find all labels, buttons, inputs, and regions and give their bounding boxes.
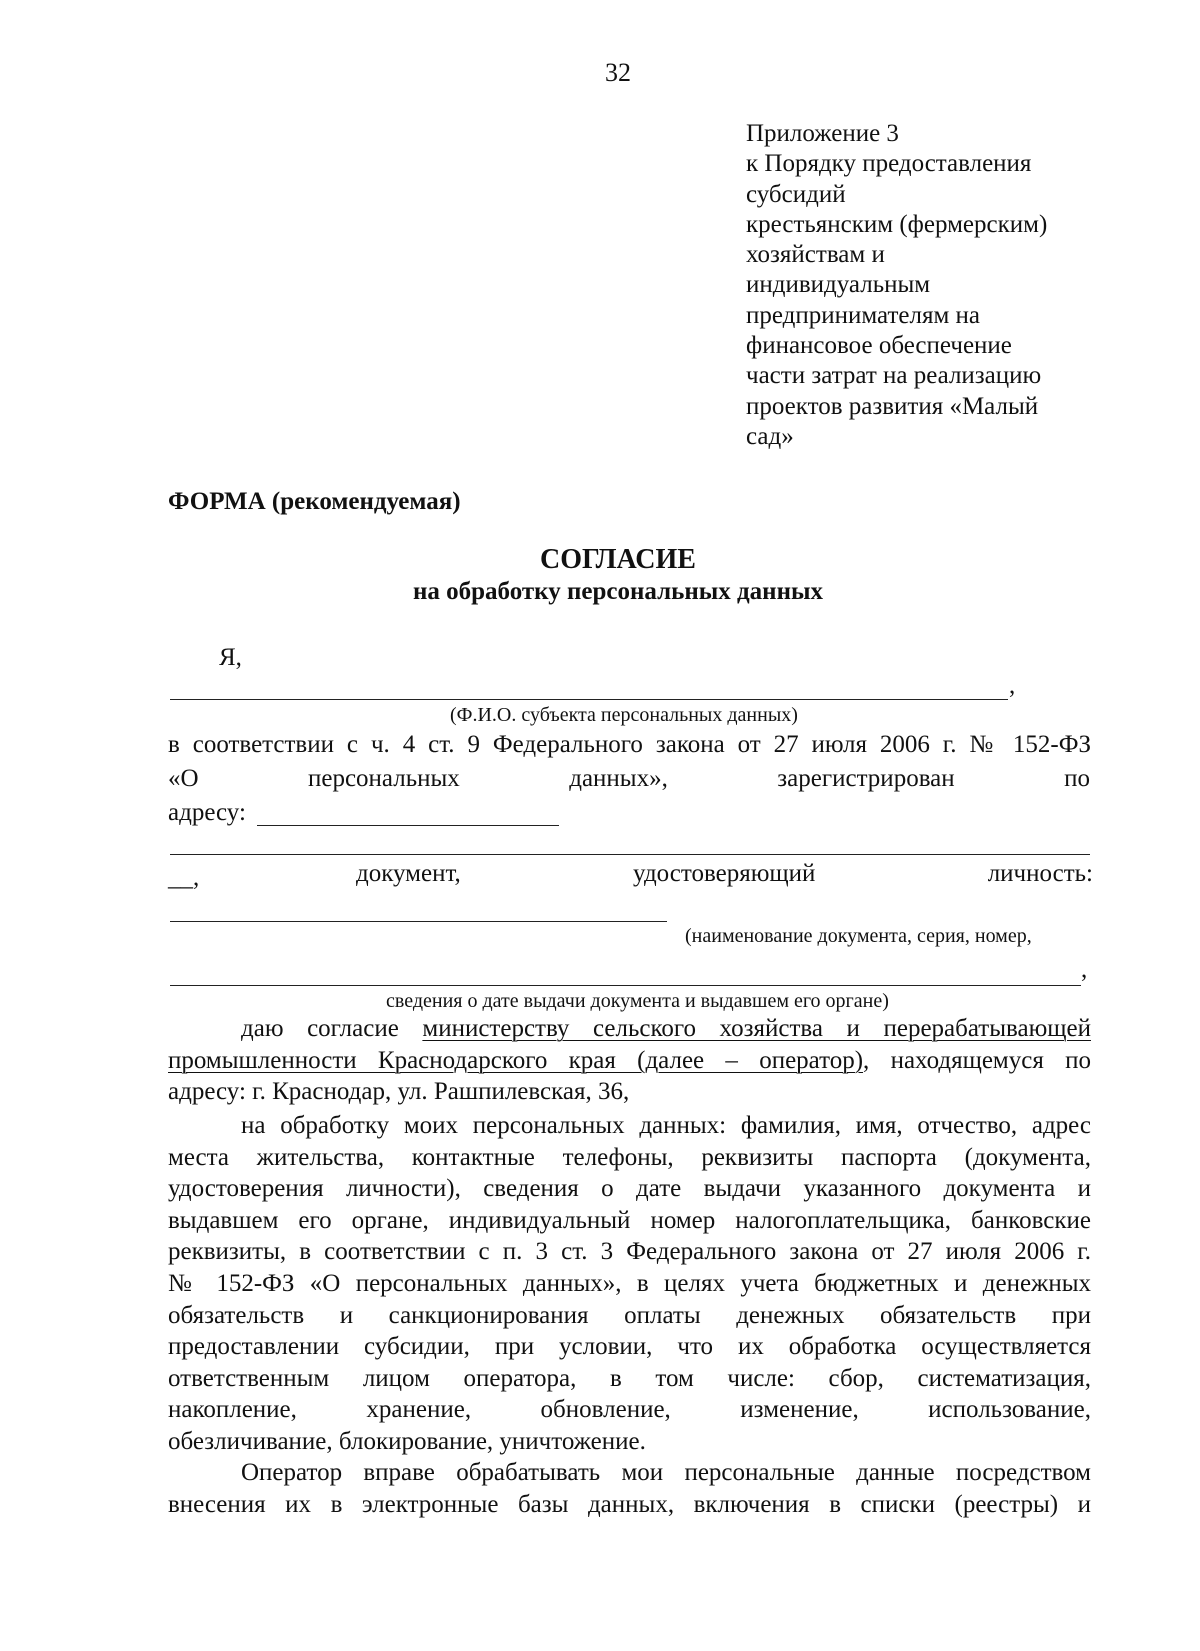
processing-line: удостоверения личности), сведения о дате выдачи указанного документа и bbox=[168, 1175, 1091, 1203]
fio-comma: , bbox=[1009, 672, 1016, 699]
processing-paragraph bbox=[168, 1110, 1091, 1458]
annex-line: предпринимателям на bbox=[746, 301, 981, 329]
consent-lead: даю согласие bbox=[241, 1015, 399, 1042]
annex-line: хозяйствам и bbox=[746, 241, 885, 269]
processing-line: накопление, хранение, обновление, изменение, использование, bbox=[168, 1396, 1091, 1424]
address-label: адресу: bbox=[168, 799, 246, 826]
operator-paragraph bbox=[168, 1457, 1091, 1520]
law-word: персональных bbox=[307, 765, 460, 792]
annex-line: проектов развития «Малый bbox=[746, 392, 1039, 420]
annex-line: субсидий bbox=[746, 180, 846, 208]
fio-input-line[interactable] bbox=[170, 699, 1008, 700]
processing-line: выдавшем его органе, индивидуальный номер налогоплательщика, банковские bbox=[168, 1206, 1091, 1234]
document-subtitle: на обработку персональных данных bbox=[413, 578, 823, 605]
processing-line: ответственным лицом оператора, в том числе: сбор, систематизация, bbox=[168, 1364, 1091, 1392]
doc-word: удостоверяющий bbox=[633, 860, 816, 887]
consent-paragraph bbox=[168, 1013, 1091, 1108]
consent-line bbox=[168, 1013, 1091, 1045]
doc-word: документ, bbox=[356, 860, 461, 887]
annex-line: к Порядку предоставления bbox=[746, 150, 1032, 178]
processing-line: реквизиты, в соответствии с п. 3 ст. 3 Федерального закона от 27 июля 2006 г. bbox=[168, 1238, 1091, 1266]
form-label: ФОРМА (рекомендуемая) bbox=[168, 488, 461, 515]
law-word: по bbox=[1064, 765, 1090, 792]
doc-identity-row bbox=[356, 860, 1093, 888]
operator-line: Оператор вправе обрабатывать мои персональные данные посредством bbox=[241, 1459, 1091, 1486]
law-word: «О bbox=[168, 765, 199, 792]
doc-comma: , bbox=[1081, 956, 1088, 983]
processing-line: места жительства, контактные телефоны, реквизиты паспорта (документа, bbox=[168, 1143, 1091, 1171]
doc-input-line[interactable] bbox=[170, 921, 667, 922]
annex-block bbox=[746, 119, 1047, 452]
doc-line-start: __, bbox=[168, 864, 200, 891]
operator-line: внесения их в электронные базы данных, включения в списки (реестры) и bbox=[168, 1490, 1091, 1518]
fio-caption: (Ф.И.О. субъекта персональных данных) bbox=[450, 704, 798, 726]
law-word: зарегистрирован bbox=[777, 765, 955, 792]
processing-line: обезличивание, блокирование, уничтожение. bbox=[168, 1427, 646, 1455]
annex-line: сад» bbox=[746, 422, 794, 450]
doc-caption-2: сведения о дате выдачи документа и выдавшем его органе) bbox=[386, 990, 889, 1012]
document-title: СОГЛАСИЕ bbox=[540, 544, 696, 575]
consent-rest: , находящемуся по bbox=[863, 1046, 1091, 1074]
annex-line: индивидуальным bbox=[746, 271, 931, 299]
operator-name-2: промышленности Краснодарского края (далее – оператор) bbox=[168, 1046, 864, 1074]
annex-line: части затрат на реализацию bbox=[746, 362, 1042, 390]
law-reference-line: в соответствии с ч. 4 ст. 9 Федерального закона от 27 июля 2006 г. № 152-ФЗ bbox=[168, 731, 1091, 758]
processing-line: предоставлении субсидии, при условии, что их обработка осуществляется bbox=[168, 1333, 1091, 1361]
ya-label: Я, bbox=[219, 644, 242, 671]
annex-line: Приложение 3 bbox=[746, 120, 899, 147]
consent-line: адресу: г. Краснодар, ул. Рашпилевская, 36, bbox=[168, 1078, 630, 1106]
doc-input-line-2[interactable] bbox=[170, 985, 1081, 986]
page-number: 32 bbox=[605, 58, 631, 87]
annex-line: финансовое обеспечение bbox=[746, 332, 1012, 360]
law-word: данных», bbox=[569, 765, 668, 792]
annex-line: крестьянским (фермерским) bbox=[746, 210, 1048, 238]
doc-caption-1: (наименование документа, серия, номер, bbox=[685, 925, 1032, 947]
law-line-2 bbox=[168, 765, 1090, 793]
address-input-line-2[interactable] bbox=[170, 854, 1090, 855]
address-input-line[interactable] bbox=[257, 825, 559, 826]
operator-name-1: министерству сельского хозяйства и перерабатывающей bbox=[422, 1015, 1091, 1042]
processing-line: обязательств и санкционирования оплаты денежных обязательств при bbox=[168, 1301, 1091, 1329]
processing-line: на обработку моих персональных данных: фамилия, имя, отчество, адрес bbox=[241, 1112, 1091, 1139]
processing-line: № 152-ФЗ «О персональных данных», в целях учета бюджетных и денежных bbox=[168, 1269, 1091, 1297]
doc-word: личность: bbox=[987, 860, 1093, 887]
consent-line bbox=[168, 1045, 1091, 1077]
